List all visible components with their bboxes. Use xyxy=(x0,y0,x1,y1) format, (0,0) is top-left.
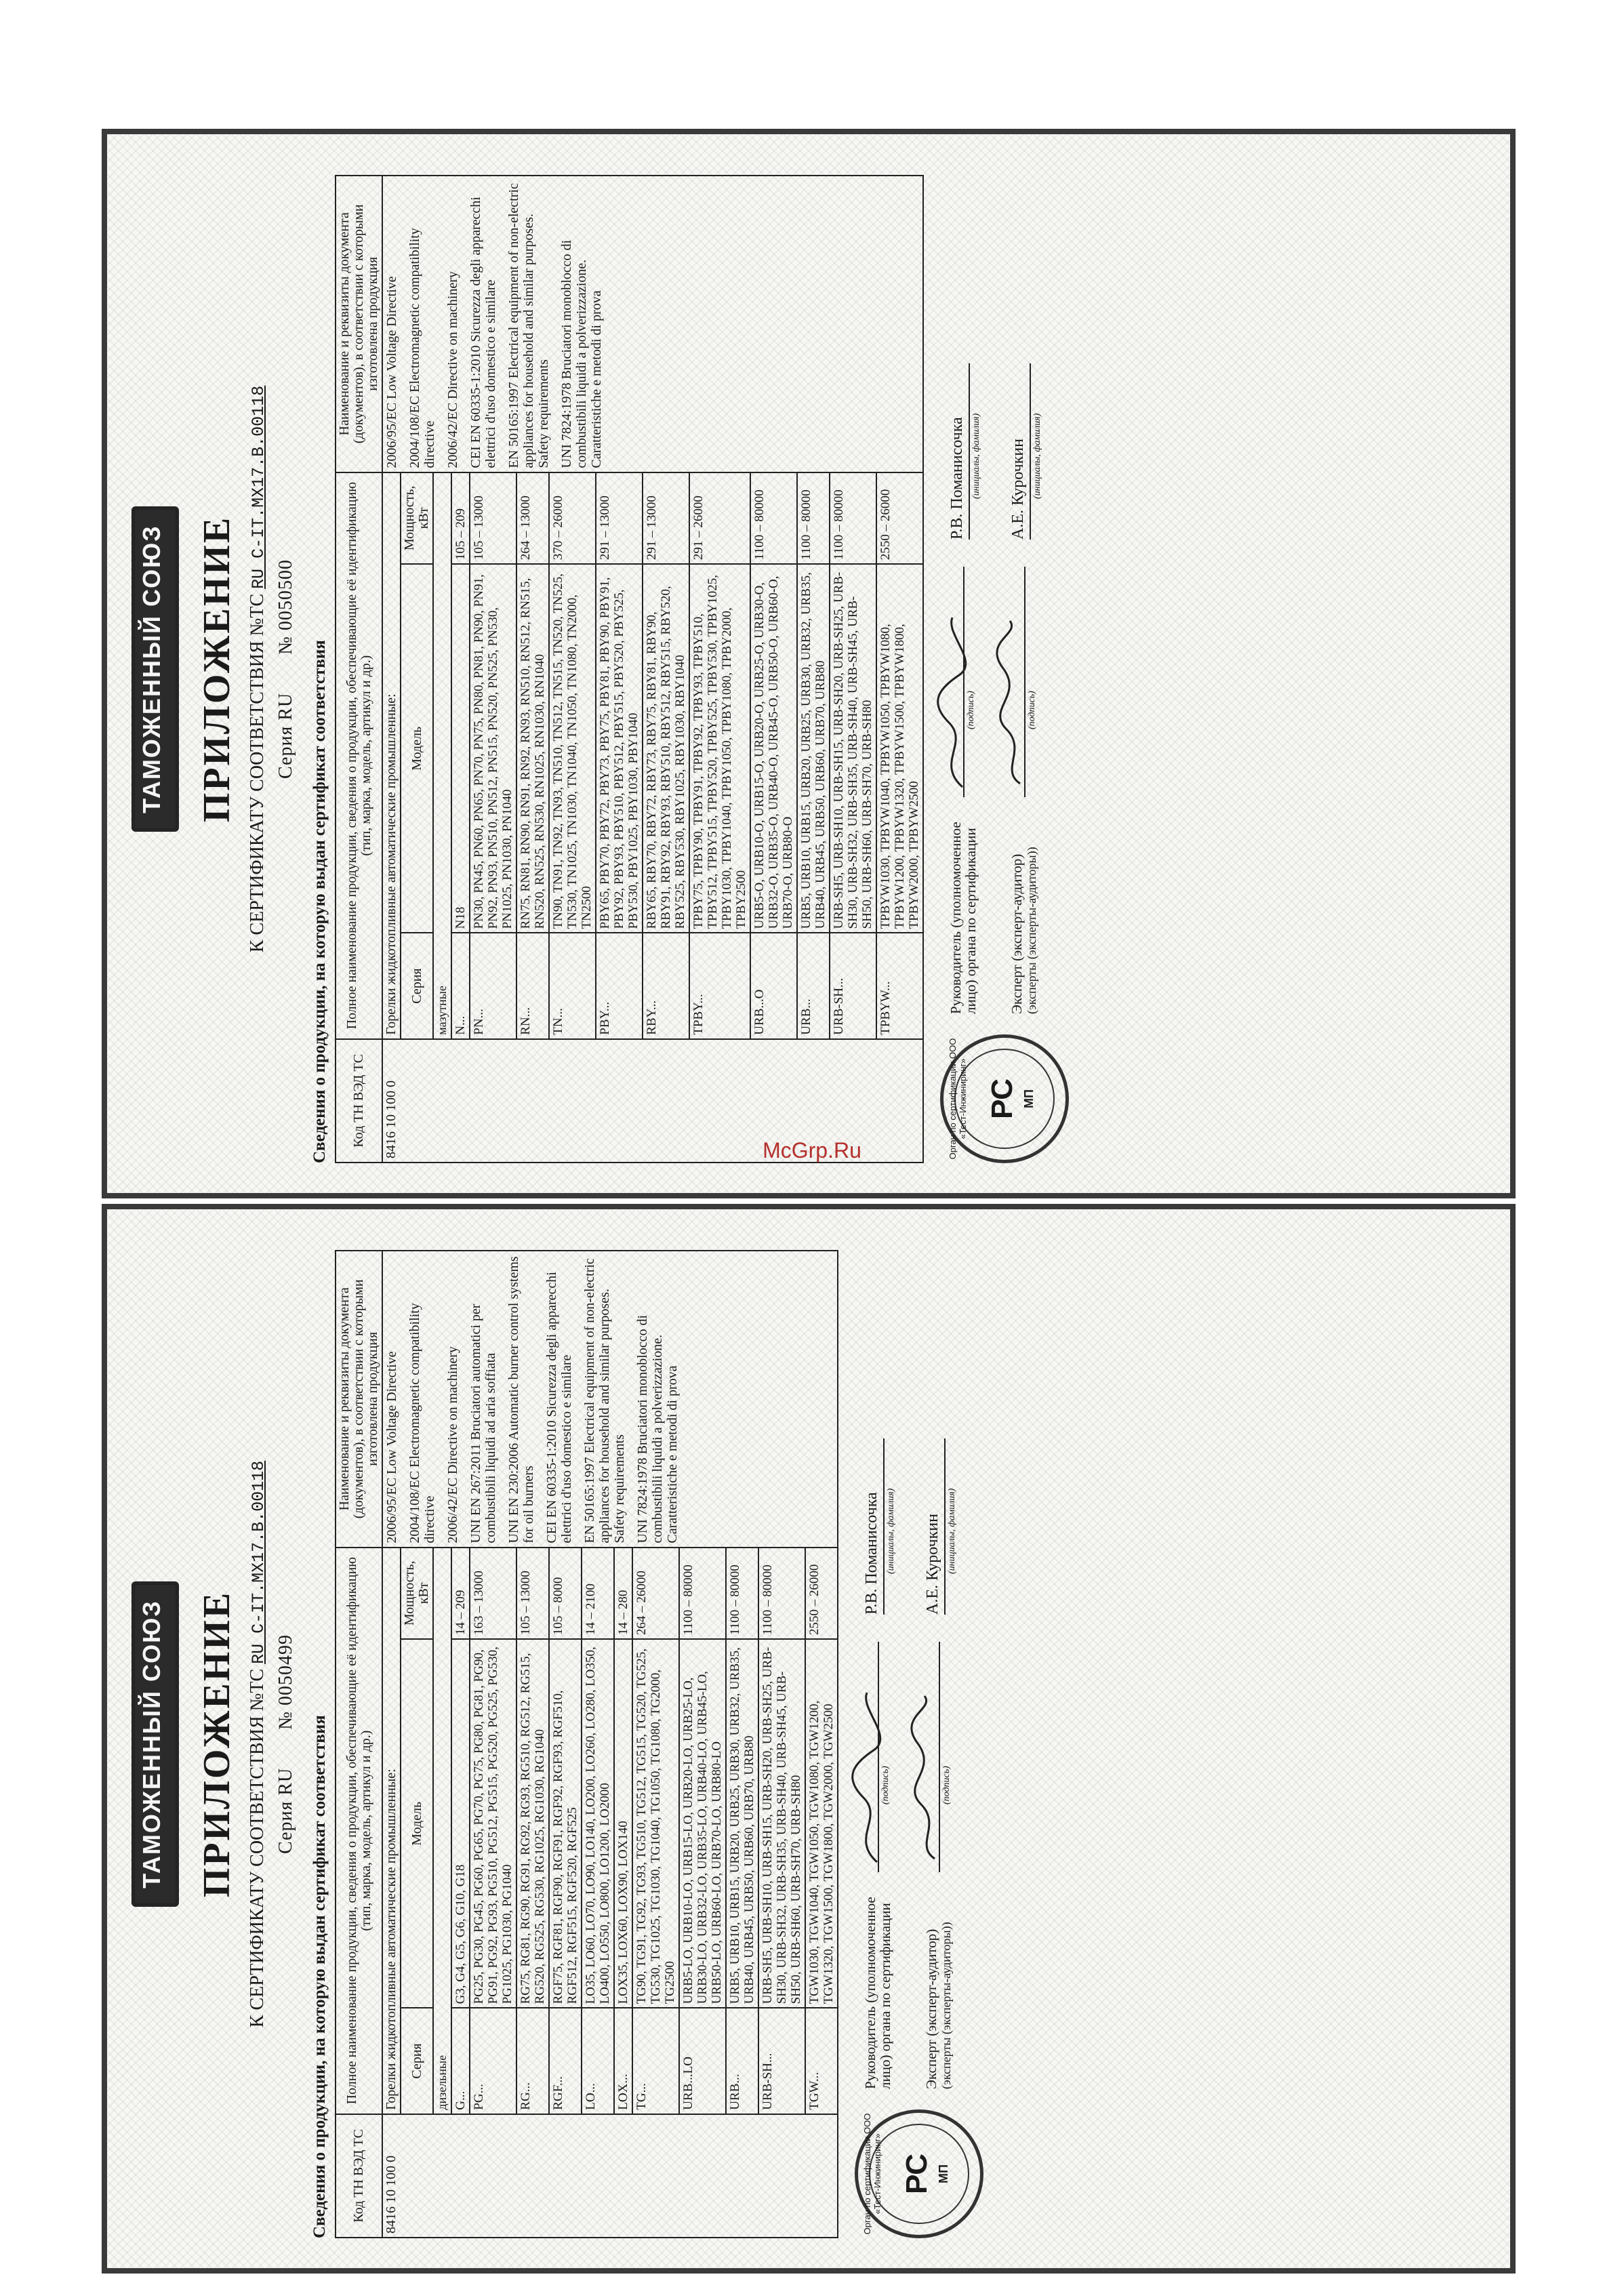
certificate-appendix-sheet-0050499 xyxy=(102,1204,1516,2274)
product-table xyxy=(335,1250,838,2238)
expert-sub-label: (эксперты (эксперты-аудиторы)) xyxy=(1025,847,1038,1014)
category-row xyxy=(382,1251,401,2238)
rotated-page-content xyxy=(107,1209,1516,2274)
head-name-caption: (инициалы, фамилия) xyxy=(886,1488,896,1574)
head-name: Р.В. Поманисочка xyxy=(948,417,966,540)
power-cell: 1100 – 80000 xyxy=(830,472,876,564)
model-cell: G3, G4, G5, G6, G10, G18 xyxy=(451,1639,470,2008)
header-power: Мощность, кВт xyxy=(401,472,433,564)
series-cell: URB...O xyxy=(750,933,797,1038)
header-code: Код ТН ВЭД ТС xyxy=(336,1039,382,1163)
series-cell: TPBY... xyxy=(689,933,750,1038)
expert-sub-label: (эксперты (эксперты-аудиторы)) xyxy=(939,1922,953,2089)
series-cell: TPBYW... xyxy=(876,933,923,1038)
model-cell: URB-SH5, URB-SH10, URB-SH15, URB-SH20, URB-SH25, URB-SH30, URB-SH32, URB-SH35, URB-SH40, URB-SH45, URB-SH50, URB-SH60, URB-SH70, URB-SH80 xyxy=(758,1639,805,2008)
table-header-row xyxy=(336,176,382,1163)
power-cell: 264 – 13000 xyxy=(516,472,549,564)
signature-footer xyxy=(940,175,1082,1163)
tnved-code-cell: 8416 10 100 0 xyxy=(382,1039,923,1163)
series-cell: G... xyxy=(451,2008,470,2114)
series-cell: LOX... xyxy=(614,2008,632,2114)
power-cell: 370 – 26000 xyxy=(549,472,596,564)
document-reference: 2006/42/EC Directive on machinery xyxy=(445,1346,460,1543)
series-cell: URB... xyxy=(726,2008,758,2114)
stamp-mark: РС xyxy=(986,1078,1019,1120)
model-cell: RBY65, RBY70, RBY72, RBY73, RBY75, RBY81, RBY90, RBY91, RBY92, RBY93, RBY510, RBY512, RBY515, RBY520, RBY525, RBY530, RBY1025, RBY1030, RBY1040 xyxy=(643,564,689,933)
expert-name: А.Е. Курочкин xyxy=(1009,439,1027,540)
power-cell: 1100 – 80000 xyxy=(679,1548,726,1639)
power-cell: 1100 – 80000 xyxy=(797,472,830,564)
product-info-heading: Сведения о продукции, на которую выдан сертификат соответствия xyxy=(310,1715,329,2238)
category-cell: Горелки жидкотопливные автоматические промышленные: xyxy=(382,472,401,1039)
power-cell: 14 – 2100 xyxy=(582,1548,614,1639)
tnved-code-cell: 8416 10 100 0 xyxy=(382,2114,838,2238)
series-cell: PG... xyxy=(470,2008,516,2114)
header-product: Полное наименование продукции, сведения о продукции, обеспечивающие её идентификацию (тип, марка, модель, артикул и др.) xyxy=(336,472,382,1039)
document-reference: CEI EN 60335-1:2010 Sicurezza degli apparecchi elettrici d'uso domestico e similare xyxy=(544,1272,574,1543)
appendix-title: ПРИЛОЖЕНИЕ xyxy=(196,1590,238,1898)
series-cell: URB...LO xyxy=(679,2008,726,2114)
stamp-code: МП xyxy=(1022,1089,1036,1108)
fuel-type-cell: мазутные xyxy=(433,472,451,1039)
document-reference: EN 50165:1997 Electrical equipment of non-electric appliances for household and similar purposes. Safety requirements xyxy=(582,1258,627,1543)
power-cell: 105 – 209 xyxy=(451,472,470,564)
model-cell: TG90, TG91, TG92, TG93, TG510, TG512, TG515, TG520, TG525, TG530, TG1025, TG1030, TG1040, TG1050, TG1080, TG2000, TG2500 xyxy=(632,1639,679,2008)
customs-union-banner: ТАМОЖЕННЫЙ СОЮЗ xyxy=(131,1581,179,1907)
series-cell: URB... xyxy=(797,933,830,1038)
certificate-prefix: К СЕРТИФИКАТУ СООТВЕТСТВИЯ №ТС xyxy=(247,593,268,953)
power-cell: 2550 – 26000 xyxy=(805,1548,838,1639)
series-cell: URB-SH... xyxy=(830,933,876,1038)
power-cell: 1100 – 80000 xyxy=(726,1548,758,1639)
power-cell: 291 – 13000 xyxy=(596,472,643,564)
series-cell: TN... xyxy=(549,933,596,1038)
expert-sign-caption: (подпись) xyxy=(1027,691,1037,729)
documents-cell xyxy=(382,176,923,472)
watermark-text: McGrp.Ru xyxy=(763,1138,861,1163)
model-cell: TGW1030, TGW1040, TGW1050, TGW1080, TGW1200, TGW1320, TGW1500, TGW1800, TGW2000, TGW2500 xyxy=(805,1639,838,2008)
model-cell: RG75, RG81, RG90, RG91, RG92, RG93, RG510, RG512, RG515, RG520, RG525, RG530, RG1025, RG1030, RG1040 xyxy=(516,1639,549,2008)
power-cell: 163 – 13000 xyxy=(470,1548,516,1639)
power-cell: 291 – 13000 xyxy=(643,472,689,564)
series-cell: RGF... xyxy=(549,2008,582,2114)
document-reference: UNI EN 267:2011 Bruciatori automatici per combustibili liquidi ad aria soffiata xyxy=(468,1304,498,1543)
model-cell: LOX35, LOX60, LOX90, LOX140 xyxy=(614,1639,632,2008)
document-reference: UNI EN 230:2006 Automatic burner control systems for oil burners xyxy=(506,1256,536,1543)
product-info-heading: Сведения о продукции, на которую выдан сертификат соответствия xyxy=(310,640,329,1163)
series-cell: LO... xyxy=(582,2008,614,2114)
model-cell: N18 xyxy=(451,564,470,933)
customs-union-banner: ТАМОЖЕННЫЙ СОЮЗ xyxy=(131,506,179,832)
expert-label-block xyxy=(1009,811,1039,1014)
model-cell: LO35, LO60, LO70, LO90, LO140, LO200, LO260, LO280, LO350, LO400, LO550, LO800, LO1200, LO2000 xyxy=(582,1639,614,2008)
certificate-appendix-sheet-0050500 xyxy=(102,129,1516,1198)
header-model: Модель xyxy=(401,1639,433,2008)
series-cell: TG... xyxy=(632,2008,679,2114)
number-value: 0050500 xyxy=(275,559,296,631)
power-cell: 14 – 209 xyxy=(451,1548,470,1639)
certificate-reference xyxy=(247,1250,268,2238)
certificate-number: RU C-IT.MX17.B.00118 xyxy=(249,1460,268,1664)
certificate-reference xyxy=(247,175,268,1163)
power-cell: 105 – 8000 xyxy=(549,1548,582,1639)
stamp-code: МП xyxy=(937,2164,950,2183)
expert-name-caption: (инициалы, фамилия) xyxy=(947,1488,957,1574)
expert-name: А.Е. Курочкин xyxy=(924,1514,941,1615)
power-cell: 105 – 13000 xyxy=(470,472,516,564)
model-cell: PBY65, PBY70, PBY72, PBY73, PBY75, PBY81, PBY90, PBY91, PBY92, PBY93, PBY510, PBY512, PBY515, PBY520, PBY525, PBY530, PBY1025, PBY1030, PBY1040 xyxy=(596,564,643,933)
series-value: RU xyxy=(275,1767,296,1796)
power-cell: 105 – 13000 xyxy=(516,1548,549,1639)
power-cell: 264 – 26000 xyxy=(632,1548,679,1639)
series-cell: PN... xyxy=(470,933,516,1038)
series-cell: RG... xyxy=(516,2008,549,2114)
header-power: Мощность, кВт xyxy=(401,1548,433,1639)
stamp-ring-text: Орган по сертификации ООО «Тест-Инжиниринг» xyxy=(948,1038,968,1160)
model-cell: URB5, URB10, URB15, URB20, URB25, URB30, URB32, URB35, URB40, URB45, URB50, URB60, URB70, URB80 xyxy=(726,1639,758,2008)
fuel-type-cell: дизельные xyxy=(433,1548,451,2114)
appendix-title: ПРИЛОЖЕНИЕ xyxy=(196,515,238,823)
table-header-row xyxy=(336,1251,382,2238)
power-cell: 2550 – 26000 xyxy=(876,472,923,564)
power-cell: 1100 – 80000 xyxy=(750,472,797,564)
head-label: Руководитель (уполномоченное лицо) органа по сертификации xyxy=(862,1897,893,2089)
document-reference: CEI EN 60335-1:2010 Sicurezza degli apparecchi elettrici d'uso domestico e similare xyxy=(468,197,498,468)
document-reference: EN 50165:1997 Electrical equipment of non-electric appliances for household and similar purposes. Safety requirements xyxy=(506,183,551,468)
product-table xyxy=(335,175,924,1163)
number-label: № xyxy=(275,1711,296,1730)
series-cell: N... xyxy=(451,933,470,1038)
model-cell: PG25, PG30, PG45, PG60, PG65, PG70, PG75, PG80, PG81, PG90, PG91, PG92, PG93, PG510, PG512, PG515, PG520, PG525, PG530, PG1025, PG1030, PG1040 xyxy=(470,1639,516,2008)
power-cell: 1100 – 80000 xyxy=(758,1548,805,1639)
head-label: Руководитель (уполномоченное лицо) органа по сертификации xyxy=(948,822,979,1014)
series-label: Серия xyxy=(275,725,296,779)
series-cell: TGW... xyxy=(805,2008,838,2114)
document-reference: 2004/108/EC Electromagnetic compatibility directive xyxy=(407,228,437,468)
expert-label: Эксперт (эксперт-аудитор) xyxy=(923,1928,939,2089)
rotated-page-content xyxy=(107,134,1516,1198)
expert-label-block xyxy=(924,1886,954,2089)
model-cell: PN30, PN45, PN60, PN65, PN70, PN75, PN80, PN81, PN90, PN91, PN92, PN93, PN510, PN512, PN515, PN520, PN525, PN530, PN1025, PN1030, PN1040 xyxy=(470,564,516,933)
header-series: Серия xyxy=(401,2008,433,2114)
power-cell: 291 – 26000 xyxy=(689,472,750,564)
document-reference: 2006/95/EC Low Voltage Directive xyxy=(384,1351,399,1543)
head-name-caption: (инициалы, фамилия) xyxy=(971,413,981,499)
series-cell: RN... xyxy=(516,933,549,1038)
series-value: RU xyxy=(275,692,296,721)
header-series: Серия xyxy=(401,933,433,1038)
certification-stamp xyxy=(855,2109,983,2238)
model-cell: URB5-LO, URB10-LO, URB15-LO, URB20-LO, URB25-LO, URB30-LO, URB32-LO, URB35-LO, URB40-LO, URB45-LO, URB50-LO, URB60-LO, URB70-LO, URB80-LO xyxy=(679,1639,726,2008)
series-cell: RBY... xyxy=(643,933,689,1038)
model-cell: TN90, TN91, TN92, TN93, TN510, TN512, TN515, TN520, TN525, TN530, TN1025, TN1030, TN1040, TN1050, TN1080, TN2000, TN2500 xyxy=(549,564,596,933)
stamp-mark: РС xyxy=(900,2153,933,2195)
documents-cell xyxy=(382,1251,838,1548)
document-reference: 2006/42/EC Directive on machinery xyxy=(445,271,460,468)
number-label: № xyxy=(275,636,296,655)
series-cell: URB-SH... xyxy=(758,2008,805,2114)
document-reference: 2004/108/EC Electromagnetic compatibility directive xyxy=(407,1303,437,1543)
number-value: 0050499 xyxy=(275,1634,296,1706)
header-docs: Наименование и реквизиты документа (документов), в соответствии с которыми изготовлена продукция xyxy=(336,176,382,472)
certificate-prefix: К СЕРТИФИКАТУ СООТВЕТСТВИЯ №ТС xyxy=(247,1668,268,2028)
header-code: Код ТН ВЭД ТС xyxy=(336,2114,382,2238)
series-label: Серия xyxy=(275,1800,296,1854)
document-reference: UNI 7824:1978 Bruciatori monoblocco di combustibili liquidi a polverizzazione. Caratteristiche e metodi di prova xyxy=(559,239,604,468)
document-reference: 2006/95/EC Low Voltage Directive xyxy=(384,276,399,468)
model-cell: RN75, RN81, RN90, RN91, RN92, RN93, RN510, RN512, RN515, RN520, RN525, RN530, RN1025, RN1030, RN1040 xyxy=(516,564,549,933)
series-number-line xyxy=(275,1250,297,2238)
stamp-ring-text: Орган по сертификации ООО «Тест-Инжиниринг» xyxy=(862,2113,882,2235)
power-cell: 14 – 280 xyxy=(614,1548,632,1639)
model-cell: URB5-O, URB10-O, URB15-O, URB20-O, URB25-O, URB30-O, URB32-O, URB35-O, URB40-O, URB45-O, URB50-O, URB60-O, URB70-O, URB80-O xyxy=(750,564,797,933)
expert-label: Эксперт (эксперт-аудитор) xyxy=(1009,853,1025,1014)
head-name: Р.В. Поманисочка xyxy=(863,1492,880,1615)
document-reference: UNI 7824:1978 Bruciatori monoblocco di combustibili liquidi a polverizzazione. Caratteristiche e metodi di prova xyxy=(635,1314,680,1543)
header-product: Полное наименование продукции, сведения о продукции, обеспечивающие её идентификацию (тип, марка, модель, артикул и др.) xyxy=(336,1548,382,2114)
category-cell: Горелки жидкотопливные автоматические промышленные: xyxy=(382,1548,401,2114)
series-cell: PBY... xyxy=(596,933,643,1038)
model-cell: URB5, URB10, URB15, URB20, URB25, URB30, URB32, URB35, URB40, URB45, URB50, URB60, URB70, URB80 xyxy=(797,564,830,933)
head-sign-caption: (подпись) xyxy=(880,1766,891,1804)
head-sign-caption: (подпись) xyxy=(966,691,976,729)
model-cell: TPBYW1030, TPBYW1040, TPBYW1050, TPBYW1080, TPBYW1200, TPBYW1320, TPBYW1500, TPBYW1800, TPBYW2000, TPBYW2500 xyxy=(876,564,923,933)
series-number-line xyxy=(275,175,297,1163)
certificate-number: RU C-IT.MX17.B.00118 xyxy=(249,385,268,589)
model-cell: RGF75, RGF81, RGF90, RGF91, RGF92, RGF93, RGF510, RGF512, RGF515, RGF520, RGF525 xyxy=(549,1639,582,2008)
model-cell: TPBY75, TPBY90, TPBY91, TPBY92, TPBY93, TPBY510, TPBY512, TPBY515, TPBY520, TPBY525, TPBY530, TPBY1025, TPBY1030, TPBY1040, TPBY1050, TPBY1080, TPBY2000, TPBY2500 xyxy=(689,564,750,933)
header-model: Модель xyxy=(401,564,433,933)
category-row xyxy=(382,176,401,1163)
signature-footer xyxy=(855,1250,997,2238)
model-cell: URB-SH5, URB-SH10, URB-SH15, URB-SH20, URB-SH25, URB-SH30, URB-SH32, URB-SH35, URB-SH40, URB-SH45, URB-SH50, URB-SH60, URB-SH70, URB-SH80 xyxy=(830,564,876,933)
expert-sign-caption: (подпись) xyxy=(941,1766,952,1804)
header-docs: Наименование и реквизиты документа (документов), в соответствии с которыми изготовлена продукция xyxy=(336,1251,382,1548)
expert-name-caption: (инициалы, фамилия) xyxy=(1032,413,1042,499)
